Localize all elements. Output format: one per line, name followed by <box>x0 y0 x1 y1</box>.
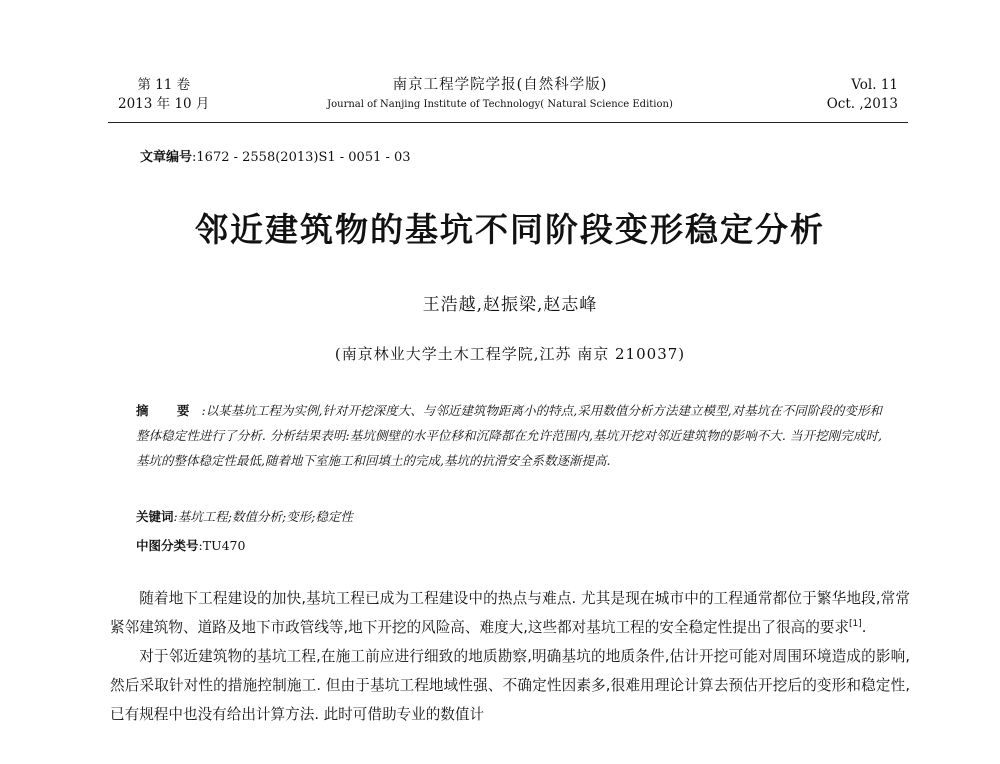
header-divider <box>108 122 908 123</box>
abstract-label: 摘 要 <box>136 403 202 418</box>
body-paragraph <box>110 584 910 642</box>
citation-ref: [1] <box>848 619 862 629</box>
header-journal <box>300 76 700 114</box>
keywords-label: 关键词 <box>136 509 174 524</box>
clc-label: 中图分类号 <box>136 538 199 553</box>
journal-title-cn: 南京工程学院学报(自然科学版) <box>392 77 608 93</box>
authors: 王浩越,赵振梁,赵志峰 <box>422 295 598 315</box>
body-paragraph <box>110 642 910 729</box>
body-text <box>110 584 910 729</box>
paragraph-1: 随着地下工程建设的加快,基坑工程已成为工程建设中的热点与难点. 尤其是现在城市中的工程通常都位于繁华地段,常常紧邻建筑物、道路及地下市政管线等,地下开挖的风险高、难度大,这些都对基坑工程的安全稳定性提出了很高的要求 <box>110 590 910 636</box>
clc-number <box>136 536 245 554</box>
paragraph-1-end: . <box>861 619 867 636</box>
keywords-text: :基坑工程;数值分析;变形;稳定性 <box>173 509 353 524</box>
paragraph-2: 对于邻近建筑物的基坑工程,在施工前应进行细致的地质勘察,明确基坑的地质条件,估计开挖可能对周围环境造成的影响,然后采取针对性的措施控制施工. 但由于基坑工程地域性强、不确定性因素多,很难用理论计算去预估开挖后的变形和稳定性,已有规程中也没有给出计算方法. 此时可借助专业的数值计 <box>110 648 910 723</box>
keywords <box>136 507 353 525</box>
abstract <box>136 398 882 473</box>
abstract-text: :以某基坑工程为实例,针对开挖深度大、与邻近建筑物距离小的特点,采用数值分析方法建立模型,对基坑在不同阶段的变形和整体稳定性进行了分析. 分析结果表明:基坑侧壁的水平位移和沉降都在允许范围内,基坑开挖对邻近建筑物的影响不大. 当开挖刚完成时,基坑的整体稳定性最低,随着地下室施工和回填土的完成,基坑的抗滑安全系数逐渐提高. <box>136 403 883 468</box>
clc-value: :TU470 <box>198 538 246 553</box>
article-number-value: :1672 - 2558(2013)S1 - 0051 - 03 <box>192 150 411 165</box>
date-en: Oct. ,2013 <box>826 96 898 112</box>
volume-cn: 第 11 卷 <box>137 77 191 93</box>
affiliation: (南京林业大学土木工程学院,江苏 南京 210037) <box>334 345 686 363</box>
article-number <box>140 146 411 165</box>
header-volume-date-en <box>827 76 898 114</box>
paper-title: 邻近建筑物的基坑不同阶段变形稳定分析 <box>195 210 825 249</box>
article-number-label: 文章编号 <box>140 150 193 165</box>
journal-title-en: Journal of Nanjing Institute of Technology( Natural Science Edition) <box>327 99 673 110</box>
volume-en: Vol. 11 <box>851 77 898 93</box>
date-cn: 2013 年 10 月 <box>118 96 210 112</box>
header-volume-date-cn <box>118 76 209 114</box>
